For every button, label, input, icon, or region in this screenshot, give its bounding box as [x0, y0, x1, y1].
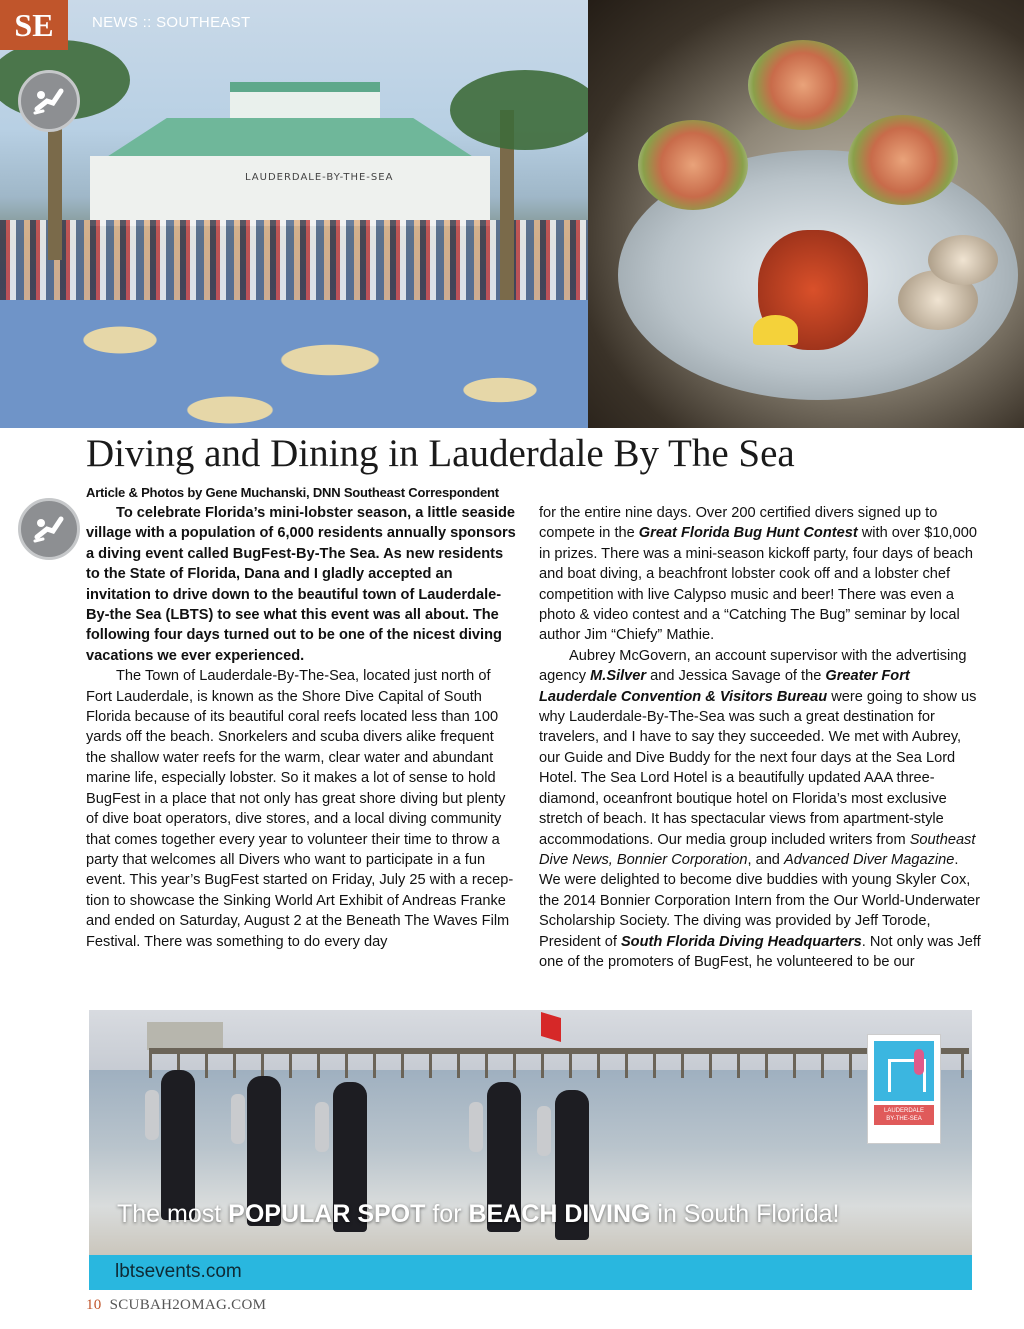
article-column-right	[539, 503, 983, 972]
logo-text: LAUDERDALE BY-THE-SEA	[874, 1105, 934, 1125]
page-number: 10	[86, 1297, 102, 1313]
ad-url-link[interactable]: lbtsevents.com	[115, 1261, 242, 1282]
publication-names: Southeast Dive News, Bonnier Corporation	[539, 831, 976, 868]
logo-chair-icon	[874, 1041, 934, 1101]
diver-figure	[161, 1070, 195, 1220]
agency-name: M.Silver	[590, 668, 647, 685]
article-paragraph: Aubrey McGovern, an account supervisor with the advertising agency M.Silver and Jessica Savage of the Greater Fort Lauderdale Convention & Visitors Bureau were going to show us why Lauderdale-By-The-Sea was such a great destination for travelers, and I have to say they succeeded. We met with Aubrey, our Guide and Dive Buddy for the next four days at the Sea Lord Hotel. The Sea Lord Hotel is a beautifully updated AAA three-diamond, oceanfront boutique hotel on Florida’s most exclusive stretch of beach. It has spectacular views from apartment-style accommodations. Our media group included writers from Southeast Dive News, Bonnier Corporation, and Advanced Diver Magazine. We were delighted to become dive buddies with young Skyler Cox, the 2014 Bonnier Corporation Intern from the Our World-Underwater Scholarship Society. The diving was provided by Jeff Torode, President of South Florida Diving Headquarters. Not only was Jeff one of the promoters of BugFest, he volunteered to be our	[539, 647, 981, 970]
site-name: SCUBAH2OMAG.COM	[109, 1297, 267, 1313]
scuba-tank	[315, 1102, 329, 1152]
publication-name: Advanced Diver Magazine	[783, 851, 955, 868]
ad-sea	[89, 1070, 972, 1265]
pavilion-sign: LAUDERDALE-BY-THE-SEA	[245, 172, 394, 183]
ceviche-glass	[638, 120, 748, 210]
scuba-tank	[537, 1106, 551, 1156]
oyster	[928, 235, 998, 285]
diver-icon	[18, 498, 80, 560]
scuba-tank	[145, 1090, 159, 1140]
shrimp-glass	[848, 115, 958, 205]
photo-seafood-platter	[588, 0, 1024, 428]
shrimp-cocktail	[748, 40, 858, 130]
ad-url-bar	[89, 1255, 972, 1290]
advertisement-banner[interactable]	[89, 1010, 972, 1290]
plaza-floor	[0, 300, 588, 428]
page-footer	[86, 1297, 266, 1314]
article-paragraph: The Town of Lauderdale-By-The-Sea, located just north of Fort Lauderdale, is known as the Shore Dive Capital of South Florida because of its beautiful coral reefs located less than 100 yards off the beach. Snorkelers and scuba divers alike frequent the shallow water reefs for the warm, clear water and abundant marine life, especially lobster. So it makes a lot of sense to hold BugFest in a place that not only has great shore diving but plenty of dive boat operators, dive stores, and a local diving community that comes together every year to volunteer their time to throw a party that welcomes all Divers who want to participate in a fun event. This year’s BugFest started on Friday, July 25 with a recep-tion to showcase the Sinking World Art Exhibit of Andreas Franke and ended on Saturday, August 2 at the Beneath The Waves Film Festival. There was something to do every day	[86, 668, 514, 950]
pier-house	[147, 1022, 223, 1050]
diver-icon	[18, 70, 80, 132]
lbts-logo	[867, 1034, 941, 1144]
lemon-wedge	[753, 315, 798, 345]
pier-legs	[149, 1054, 969, 1078]
bureau-name: Greater Fort Lauderdale Convention & Visitors Bureau	[539, 668, 910, 705]
pavilion-roof	[70, 118, 510, 158]
article-column-left	[86, 503, 518, 952]
section-label: NEWS :: SOUTHEAST	[92, 14, 251, 31]
article-lead: To celebrate Florida’s mini-lobster season, a little seaside village with a population of 6,000 residents annually sponsors a diving event called BugFest-By-The Sea. As new residents to the State of Florida, Dana and I gladly accepted an invitation to drive down to the beautiful town of Lauderdale-By-the Sea (LBTS) to see what this event was all about. The following four days turned out to be one of the nicest diving vacations we ever experienced.	[86, 505, 516, 664]
article-byline: Article & Photos by Gene Muchanski, DNN Southeast Correspondent	[86, 485, 499, 500]
scuba-tank	[469, 1102, 483, 1152]
section-badge: SE	[0, 0, 68, 50]
palm-leaves	[450, 70, 588, 150]
pavilion-body	[90, 156, 490, 226]
article-title: Diving and Dining in Lauderdale By The Sea	[86, 432, 795, 475]
dive-shop-name: South Florida Diving Headquarters	[620, 933, 862, 950]
article-paragraph: for the entire nine days. Over 200 certified divers signed up to compete in the Great Florida Bug Hunt Contest with over $10,000 in prizes. There was a mini-season kickoff party, four days of beach and boat diving, a beachfront lobster cook off and a lobster chef competition with live Calypso music and beer! There was even a photo & video contest and a “Catching The Bug” seminar by local author Jim “Chiefy” Mathie.	[539, 505, 977, 644]
scuba-tank	[231, 1094, 245, 1144]
photo-pavilion-event	[0, 0, 588, 428]
ad-tagline: The most POPULAR SPOT for BEACH DIVING in South Florida!	[117, 1200, 840, 1228]
contest-name: Great Florida Bug Hunt Contest	[638, 525, 858, 542]
flamingo-icon	[914, 1049, 924, 1075]
